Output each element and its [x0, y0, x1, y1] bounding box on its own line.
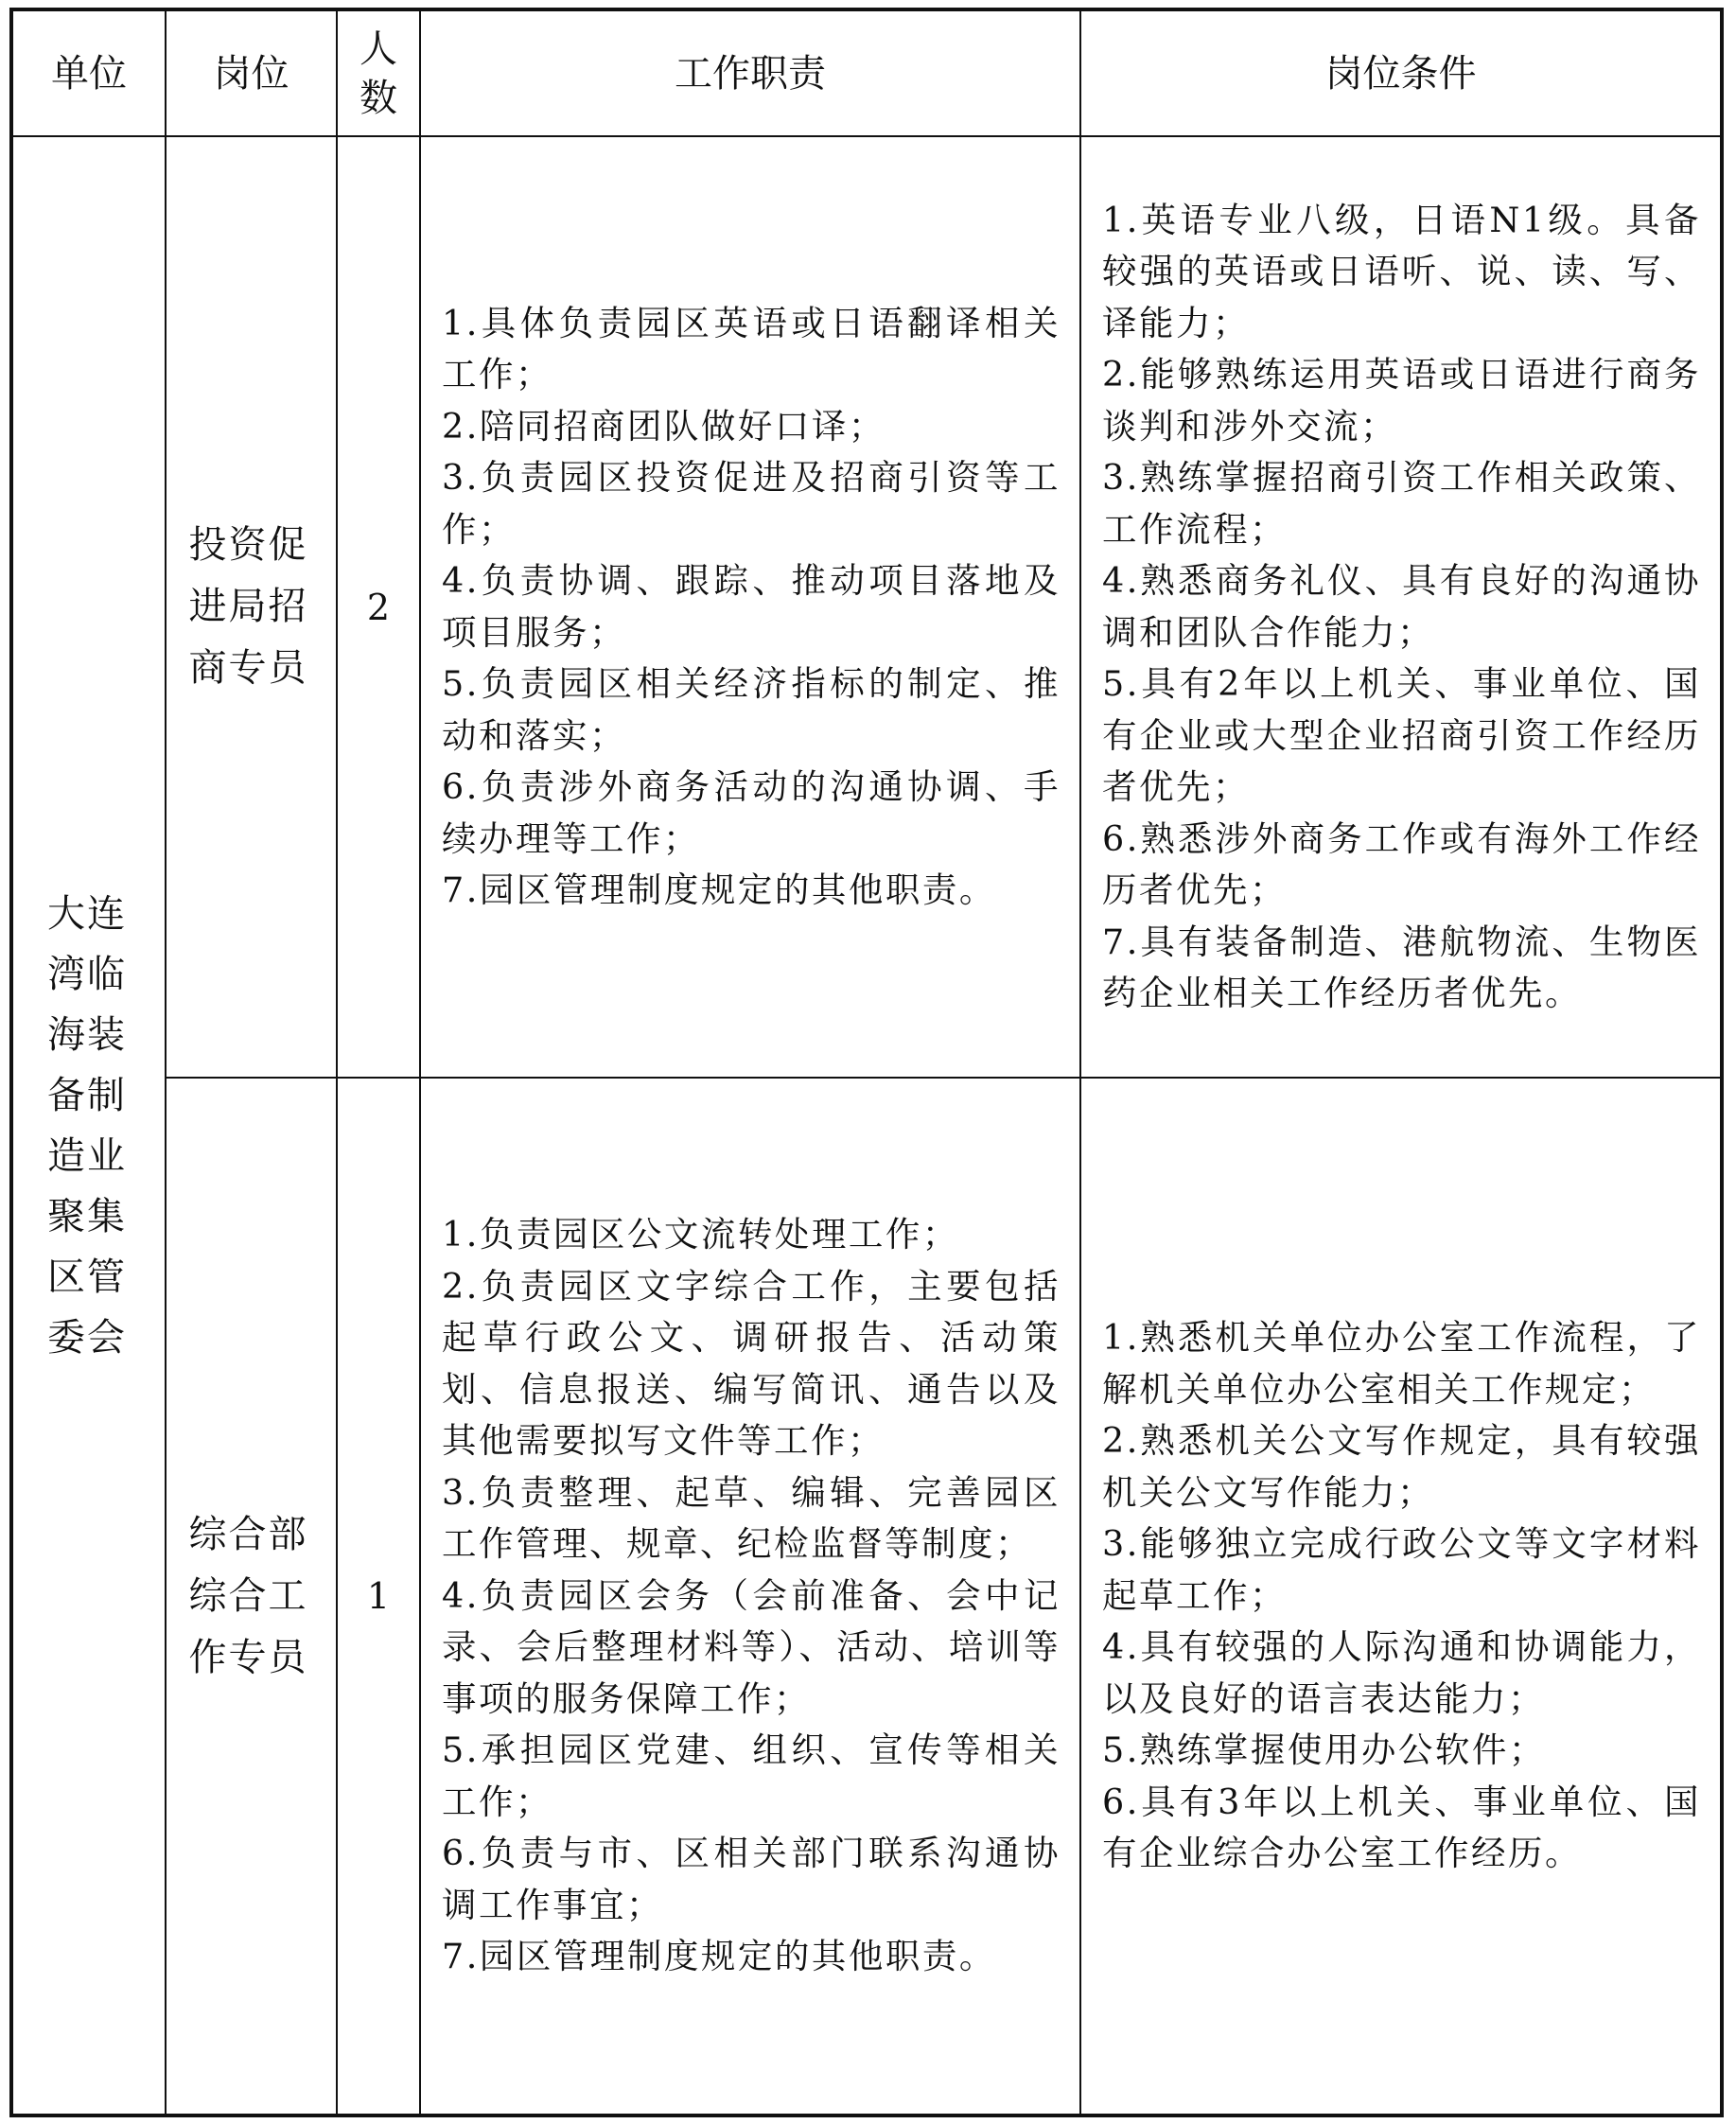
duty-item: 1.负责园区公文流转处理工作； [442, 1214, 959, 1255]
requirements-cell [1080, 1078, 1722, 2115]
duties-cell [420, 136, 1080, 1078]
requirement-item: 4.具有较强的人际沟通和协调能力，以及良好的语言表达能力； [1102, 1626, 1701, 1719]
duty-item: 6.负责涉外商务活动的沟通协调、手续办理等工作； [442, 766, 1061, 859]
requirement-item: 2.熟悉机关公文写作规定，具有较强机关公文写作能力； [1102, 1420, 1701, 1513]
duty-item: 3.负责整理、起草、编辑、完善园区工作管理、规章、纪检监督等制度； [442, 1471, 1061, 1565]
duty-item: 7.园区管理制度规定的其他职责。 [442, 869, 996, 910]
header-unit: 单位 [11, 9, 166, 136]
table-row [11, 1078, 1722, 2115]
header-requirements: 岗位条件 [1080, 9, 1722, 136]
header-count-cell [337, 9, 420, 136]
requirement-item: 5.具有2年以上机关、事业单位、国有企业或大型企业招商引资工作经历者优先； [1102, 663, 1701, 807]
requirement-item: 1.英语专业八级，日语N1级。具备较强的英语或日语听、说、读、写、译能力； [1102, 199, 1701, 343]
duties-list [442, 1209, 1061, 1983]
requirement-item: 6.具有3年以上机关、事业单位、国有企业综合办公室工作经历。 [1102, 1781, 1701, 1874]
headcount: 2 [337, 136, 420, 1078]
header-duties: 工作职责 [420, 9, 1080, 136]
duty-item: 1.具体负责园区英语或日语翻译相关工作； [442, 302, 1061, 395]
post-name: 综合部综合工作专员 [188, 1512, 308, 1679]
requirement-item: 3.能够独立完成行政公文等文字材料起草工作； [1102, 1523, 1701, 1616]
job-table-sheet [9, 8, 1724, 2115]
duty-item: 6.负责与市、区相关部门联系沟通协调工作事宜； [442, 1833, 1061, 1925]
post-cell [166, 136, 337, 1078]
post-name: 投资促进局招商专员 [188, 523, 308, 690]
duties-cell [420, 1078, 1080, 2115]
duties-list [442, 298, 1061, 917]
header-count: 人数 [359, 26, 397, 120]
header-post: 岗位 [166, 9, 337, 136]
duty-item: 5.负责园区相关经济指标的制定、推动和落实； [442, 663, 1061, 756]
requirement-item: 6.熟悉涉外商务工作或有海外工作经历者优先； [1102, 817, 1701, 910]
requirements-list [1102, 1312, 1701, 1880]
duty-item: 2.负责园区文字综合工作，主要包括起草行政公文、调研报告、活动策划、信息报送、编写简讯、通告以及其他需要拟写文件等工作； [442, 1265, 1061, 1462]
duty-item: 3.负责园区投资促进及招商引资等工作； [442, 457, 1061, 550]
duty-item: 5.承担园区党建、组织、宣传等相关工作； [442, 1729, 1061, 1822]
requirement-item: 7.具有装备制造、港航物流、生物医药企业相关工作经历者优先。 [1102, 921, 1701, 1013]
unit-name: 大连湾临海装备制造业聚集区管委会 [47, 891, 127, 1360]
requirements-list [1102, 195, 1701, 1020]
unit-cell [11, 136, 166, 2115]
requirement-item: 5.熟练掌握使用办公软件； [1102, 1729, 1546, 1771]
table-header-row [11, 9, 1722, 136]
duty-item: 4.负责园区会务（会前准备、会中记录、会后整理材料等）、活动、培训等事项的服务保障工作； [442, 1574, 1061, 1719]
duty-item: 4.负责协调、跟踪、推动项目落地及项目服务； [442, 560, 1061, 653]
post-cell [166, 1078, 337, 2115]
requirement-item: 2.能够熟练运用英语或日语进行商务谈判和涉外交流； [1102, 354, 1701, 447]
requirement-item: 4.熟悉商务礼仪、具有良好的沟通协调和团队合作能力； [1102, 560, 1701, 653]
job-posting-table [9, 8, 1724, 2117]
headcount: 1 [337, 1078, 420, 2115]
duty-item: 7.园区管理制度规定的其他职责。 [442, 1936, 996, 1977]
requirements-cell [1080, 136, 1722, 1078]
duty-item: 2.陪同招商团队做好口译； [442, 405, 886, 447]
requirement-item: 1.熟悉机关单位办公室工作流程，了解机关单位办公室相关工作规定； [1102, 1317, 1701, 1410]
table-row [11, 136, 1722, 1078]
requirement-item: 3.熟练掌握招商引资工作相关政策、工作流程； [1102, 457, 1701, 550]
